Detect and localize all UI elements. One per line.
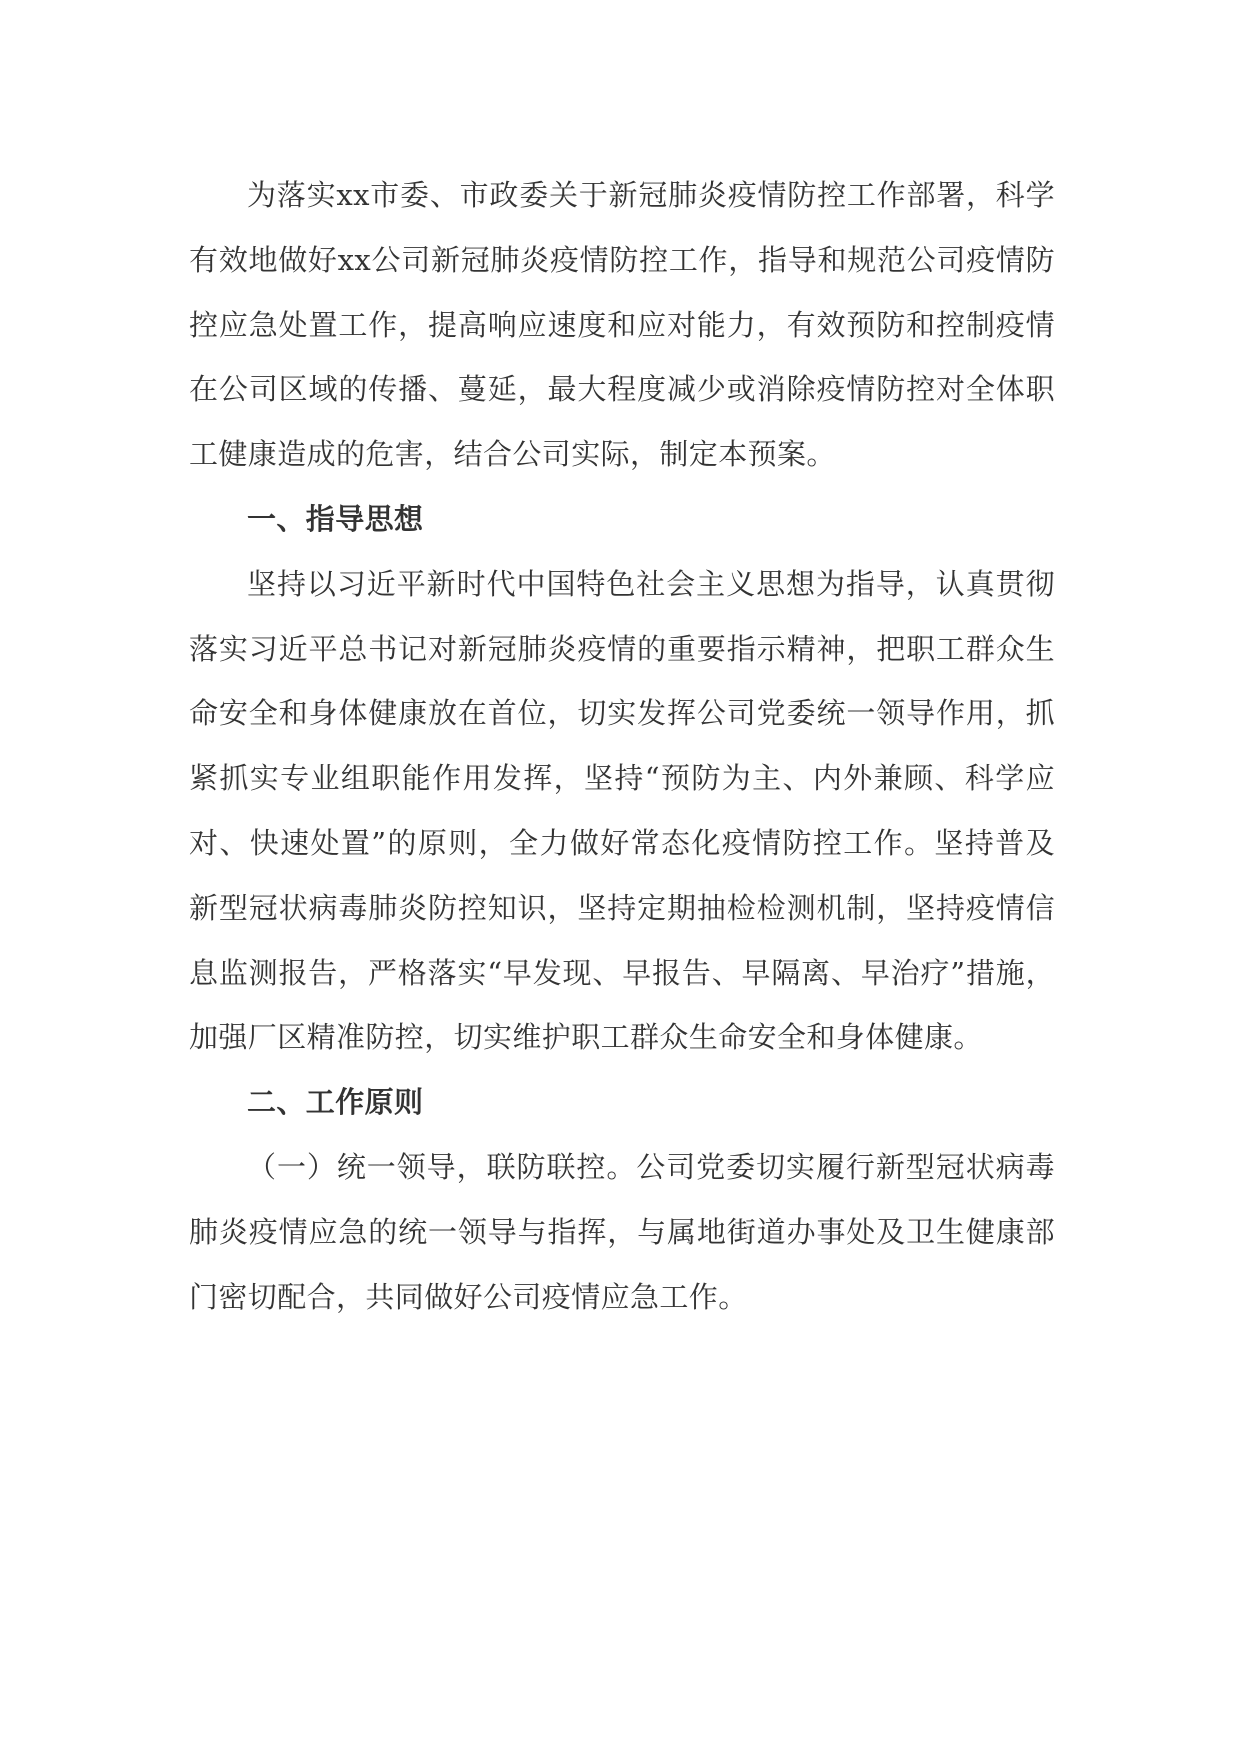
text-line: 落实习近平总书记对新冠肺炎疫情的重要指示精神，把职工群众生 [189, 631, 1055, 666]
text-line: 新型冠状病毒肺炎防控知识，坚持定期抽检检测机制，坚持疫情信 [189, 890, 1055, 925]
text-line: 控应急处置工作，提高响应速度和应对能力，有效预防和控制疫情 [189, 307, 1055, 342]
text-line: 息监测报告，严格落实“早发现、早报告、早隔离、早治疗”措施， [189, 955, 1055, 990]
text-line: 命安全和身体健康放在首位，切实发挥公司党委统一领导作用，抓 [189, 696, 1055, 731]
section-heading-work-principles: 二、工作原则 [247, 1085, 424, 1120]
text-line: 为落实xx市委、市政委关于新冠肺炎疫情防控工作部署，科学 [247, 178, 1055, 212]
paragraph-work-principles [189, 1135, 1055, 1329]
paragraph-guiding-ideology [189, 552, 1055, 1070]
text-line: 门密切配合，共同做好公司疫情应急工作。 [189, 1279, 748, 1314]
text-line: 坚持以习近平新时代中国特色社会主义思想为指导，认真贯彻 [247, 566, 1055, 601]
text-line: 肺炎疫情应急的统一领导与指挥，与属地街道办事处及卫生健康部 [189, 1214, 1055, 1249]
document-body [189, 163, 1055, 1329]
text-line: 对、快速处置”的原则，全力做好常态化疫情防控工作。坚持普及 [189, 825, 1055, 860]
text-line: 工健康造成的危害，结合公司实际，制定本预案。 [189, 437, 836, 472]
section-heading-guiding-ideology: 一、指导思想 [247, 501, 424, 536]
paragraph-intro [189, 163, 1055, 487]
text-line: （一）统一领导，联防联控。公司党委切实履行新型冠状病毒 [247, 1149, 1055, 1184]
text-line: 加强厂区精准防控，切实维护职工群众生命安全和身体健康。 [189, 1020, 983, 1055]
text-line: 紧抓实专业组职能作用发挥，坚持“预防为主、内外兼顾、科学应 [189, 761, 1055, 796]
text-line: 有效地做好xx公司新冠肺炎疫情防控工作，指导和规范公司疫情防 [189, 242, 1055, 277]
text-line: 在公司区域的传播、蔓延，最大程度减少或消除疫情防控对全体职 [189, 372, 1055, 407]
